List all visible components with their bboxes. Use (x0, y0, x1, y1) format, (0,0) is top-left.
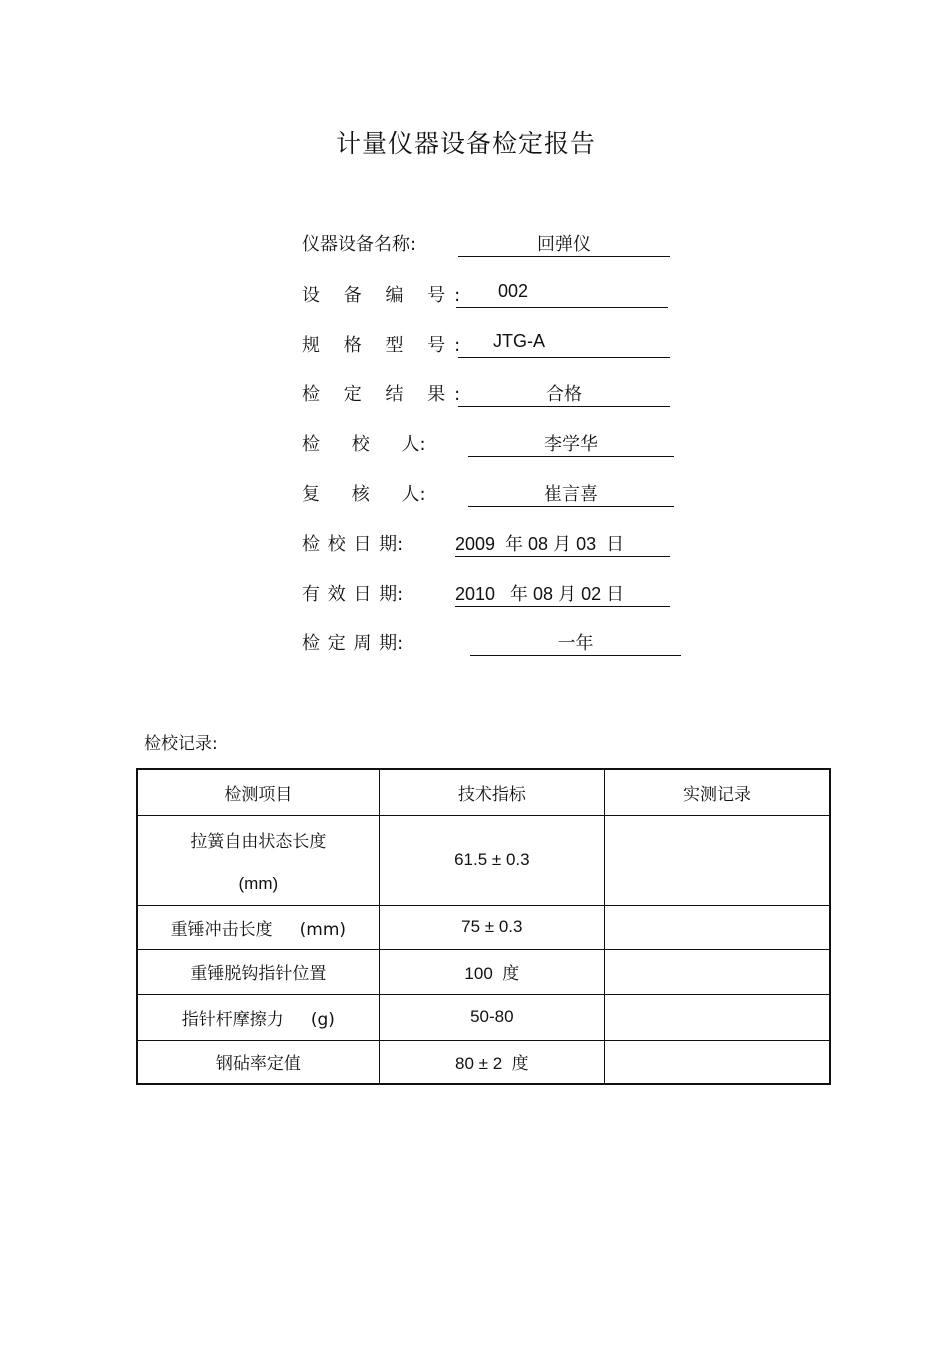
field-label: 有 效 日 期: (302, 584, 404, 605)
field-label: 检 校 人: (302, 434, 426, 455)
field-value: 回弹仪 (458, 230, 670, 257)
table-cell-item: 钢砧率定值 (137, 1040, 379, 1084)
calibration-record-table (136, 768, 831, 1085)
table-cell-item: 重锤冲击长度 (mm) (137, 905, 379, 949)
table-cell-record (604, 905, 830, 949)
table-cell-spec: 50-80 (379, 994, 604, 1040)
item-unit: (mm) (238, 873, 279, 893)
table-row (137, 905, 830, 949)
table-cell-spec: 61.5 ± 0.3 (379, 815, 604, 905)
field-label: 检 定 结 果: (302, 384, 470, 405)
table-cell-spec: 100 度 (379, 949, 604, 994)
table-cell-record (604, 815, 830, 905)
field-value: 2010 年 08 月 02 日 (455, 580, 670, 607)
field-label: 复 核 人: (302, 484, 426, 505)
table-cell-record (604, 994, 830, 1040)
field-value: 李学华 (468, 430, 674, 457)
table-row (137, 949, 830, 994)
table-cell-item (137, 815, 379, 905)
header-record: 实测记录 (604, 769, 830, 815)
field-value: 002 (456, 281, 668, 308)
table-cell-record (604, 1040, 830, 1084)
table-cell-item: 指针杆摩擦力 (g) (137, 994, 379, 1040)
table-cell-spec: 80 ± 2 度 (379, 1040, 604, 1084)
field-label: 设 备 编 号: (302, 285, 470, 306)
field-value: JTG-A (458, 331, 670, 358)
field-value: 合格 (458, 380, 670, 407)
table-cell-record (604, 949, 830, 994)
table-row (137, 1040, 830, 1084)
field-label: 仪器设备名称: (302, 234, 417, 255)
table-row (137, 994, 830, 1040)
field-value: 一年 (470, 629, 681, 656)
report-title: 计量仪器设备检定报告 (335, 129, 596, 158)
field-label: 规 格 型 号: (302, 335, 470, 356)
field-value: 2009 年 08 月 03 日 (455, 530, 670, 557)
header-spec: 技术指标 (379, 769, 604, 815)
table-cell-spec: 75 ± 0.3 (379, 905, 604, 949)
field-value: 崔言喜 (468, 480, 674, 507)
field-label: 检 校 日 期: (302, 534, 404, 555)
item-text: 拉簧自由状态长度 (190, 831, 327, 852)
table-cell-item: 重锤脱钩指针位置 (137, 949, 379, 994)
table-header-row (137, 769, 830, 815)
table-row (137, 815, 830, 905)
record-section-label: 检校记录: (144, 734, 218, 754)
field-label: 检 定 周 期: (302, 633, 404, 654)
header-item: 检测项目 (137, 769, 379, 815)
